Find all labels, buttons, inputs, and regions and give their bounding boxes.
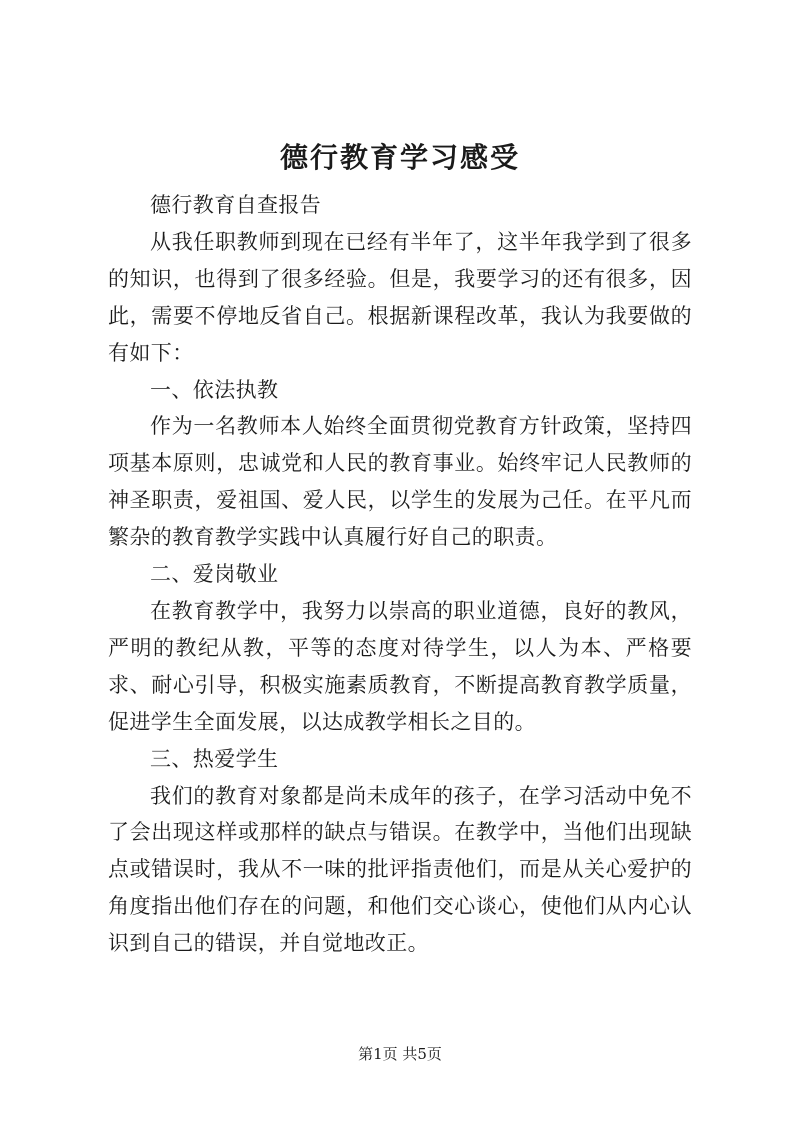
section-heading-2: 二、爱岗敬业 (150, 562, 279, 587)
document-title: 德行教育学习感受 (279, 141, 520, 174)
page-footer: 第1页 共5页 (358, 1045, 442, 1063)
document-body (108, 187, 692, 962)
paragraph-section-3: 我们的教育对象都是尚未成年的孩子，在学习活动中免不了会出现这样或那样的缺点与错误。在教学中，当他们出现缺点或错误时，我从不一味的批评指责他们，而是从关心爱护的角度指出他们存在的问题，和他们交心谈心，使他们从内心认识到自己的错误，并自觉地改正。 (108, 783, 692, 956)
section-heading-3: 三、热爱学生 (150, 746, 279, 771)
paragraph-section-2: 在教育教学中，我努力以崇高的职业道德，良好的教风，严明的教纪从教，平等的态度对待学生，以人为本、严格要求、耐心引导，积极实施素质教育，不断提高教育教学质量，促进学生全面发展，以达成教学相长之目的。 (108, 598, 692, 734)
paragraph-intro: 从我任职教师到现在已经有半年了，这半年我学到了很多的知识，也得到了很多经验。但是，我要学习的还有很多，因此，需要不停地反省自己。根据新课程改革，我认为我要做的有如下： (108, 229, 692, 365)
paragraph-section-1: 作为一名教师本人始终全面贯彻党教育方针政策，坚持四项基本原则，忠诚党和人民的教育事业。始终牢记人民教师的神圣职责，爱祖国、爱人民，以学生的发展为己任。在平凡而繁杂的教育教学实践中认真履行好自己的职责。 (108, 414, 692, 550)
section-heading-1: 一、依法执教 (150, 377, 279, 402)
paragraph-subtitle: 德行教育自查报告 (150, 193, 322, 217)
